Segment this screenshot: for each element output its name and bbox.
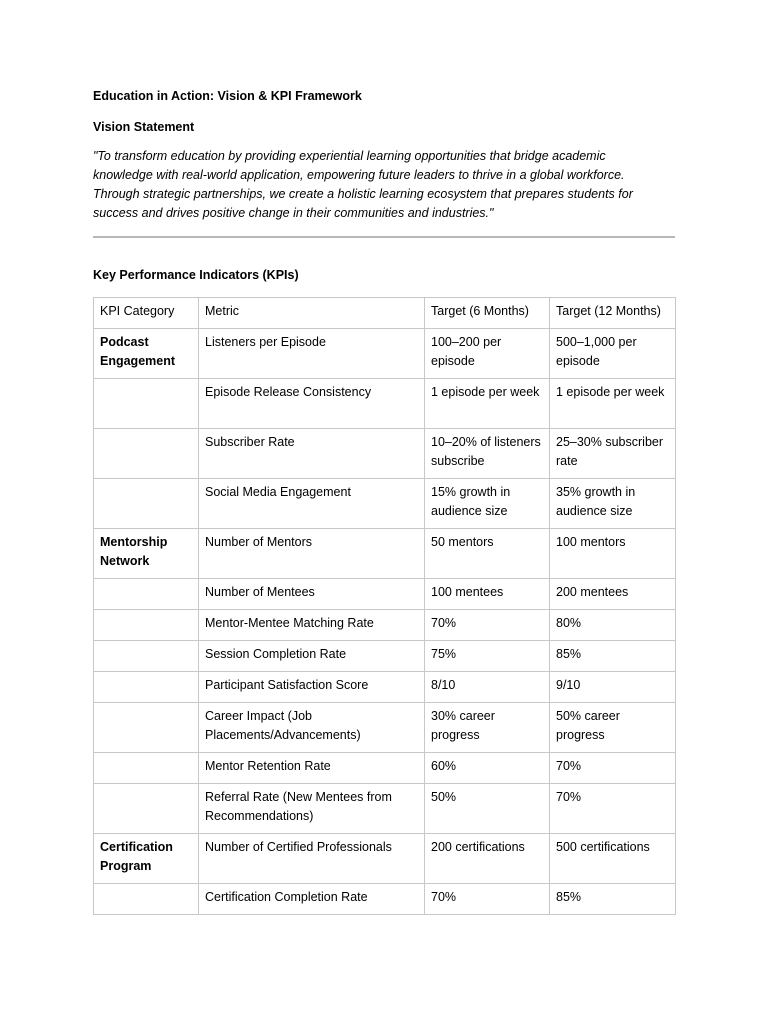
target-6-cell: 200 certifications bbox=[425, 834, 550, 884]
vision-statement bbox=[93, 147, 675, 223]
target-12-cell: 25–30% subscriber rate bbox=[550, 429, 676, 479]
metric-cell: Number of Mentees bbox=[199, 579, 425, 610]
target-12-cell: 70% bbox=[550, 784, 676, 834]
table-row bbox=[94, 529, 676, 579]
table-row bbox=[94, 834, 676, 884]
target-12-cell: 70% bbox=[550, 753, 676, 784]
document-title: Education in Action: Vision & KPI Framework bbox=[93, 89, 362, 103]
metric-cell: Participant Satisfaction Score bbox=[199, 672, 425, 703]
kpi-category-cell bbox=[94, 784, 199, 834]
target-6-cell: 60% bbox=[425, 753, 550, 784]
table-row bbox=[94, 672, 676, 703]
target-6-cell: 70% bbox=[425, 884, 550, 915]
target-12-cell: 100 mentors bbox=[550, 529, 676, 579]
target-6-cell: 70% bbox=[425, 610, 550, 641]
target-6-cell: 100–200 per episode bbox=[425, 329, 550, 379]
kpi-category-cell bbox=[94, 429, 199, 479]
metric-cell: Subscriber Rate bbox=[199, 429, 425, 479]
metric-cell: Certification Completion Rate bbox=[199, 884, 425, 915]
table-row bbox=[94, 429, 676, 479]
target-6-cell: 8/10 bbox=[425, 672, 550, 703]
vision-heading: Vision Statement bbox=[93, 120, 195, 134]
table-row bbox=[94, 329, 676, 379]
vision-line: knowledge with real-world application, empowering future leaders to thrive in a global workforce. bbox=[93, 168, 625, 182]
kpi-category-cell bbox=[94, 379, 199, 429]
metric-cell: Social Media Engagement bbox=[199, 479, 425, 529]
target-6-cell: 30% career progress bbox=[425, 703, 550, 753]
target-12-cell: 80% bbox=[550, 610, 676, 641]
table-row bbox=[94, 884, 676, 915]
table-row bbox=[94, 703, 676, 753]
kpi-category-cell bbox=[94, 610, 199, 641]
kpi-category-cell: Certification Program bbox=[94, 834, 199, 884]
metric-cell: Listeners per Episode bbox=[199, 329, 425, 379]
horizontal-divider bbox=[93, 236, 675, 238]
metric-cell: Mentor-Mentee Matching Rate bbox=[199, 610, 425, 641]
metric-cell: Career Impact (Job Placements/Advancements) bbox=[199, 703, 425, 753]
kpi-category-cell bbox=[94, 641, 199, 672]
target-12-cell: 50% career progress bbox=[550, 703, 676, 753]
vision-line: Through strategic partnerships, we create a holistic learning ecosystem that prepares students for bbox=[93, 187, 633, 201]
table-row bbox=[94, 579, 676, 610]
target-6-cell: 50 mentors bbox=[425, 529, 550, 579]
metric-cell: Number of Mentors bbox=[199, 529, 425, 579]
target-6-cell: 50% bbox=[425, 784, 550, 834]
target-12-cell: 500–1,000 per episode bbox=[550, 329, 676, 379]
target-6-cell: 10–20% of listeners subscribe bbox=[425, 429, 550, 479]
target-12-cell: 1 episode per week bbox=[550, 379, 676, 429]
target-6-cell: 15% growth in audience size bbox=[425, 479, 550, 529]
target-12-cell: 85% bbox=[550, 641, 676, 672]
kpi-category-cell: Podcast Engagement bbox=[94, 329, 199, 379]
kpi-table bbox=[93, 297, 676, 915]
target-12-cell: 85% bbox=[550, 884, 676, 915]
kpi-category-cell bbox=[94, 753, 199, 784]
vision-line: "To transform education by providing experiential learning opportunities that bridge academic bbox=[93, 149, 606, 163]
kpi-category-cell bbox=[94, 884, 199, 915]
column-header-metric: Metric bbox=[199, 298, 425, 329]
kpi-category-cell: Mentorship Network bbox=[94, 529, 199, 579]
kpi-category-cell bbox=[94, 703, 199, 753]
metric-cell: Referral Rate (New Mentees from Recommendations) bbox=[199, 784, 425, 834]
metric-cell: Mentor Retention Rate bbox=[199, 753, 425, 784]
target-12-cell: 500 certifications bbox=[550, 834, 676, 884]
target-6-cell: 100 mentees bbox=[425, 579, 550, 610]
document-page bbox=[93, 88, 675, 915]
column-header-target-6-months: Target (6 Months) bbox=[425, 298, 550, 329]
table-row bbox=[94, 784, 676, 834]
metric-cell: Episode Release Consistency bbox=[199, 379, 425, 429]
kpi-category-cell bbox=[94, 672, 199, 703]
column-header-kpi-category: KPI Category bbox=[94, 298, 199, 329]
kpi-category-cell bbox=[94, 479, 199, 529]
target-12-cell: 9/10 bbox=[550, 672, 676, 703]
table-row bbox=[94, 610, 676, 641]
vision-line: success and drives positive change in their communities and industries." bbox=[93, 206, 494, 220]
table-row bbox=[94, 479, 676, 529]
table-header-row bbox=[94, 298, 676, 329]
table-row bbox=[94, 753, 676, 784]
table-row bbox=[94, 379, 676, 429]
column-header-target-12-months: Target (12 Months) bbox=[550, 298, 676, 329]
target-12-cell: 200 mentees bbox=[550, 579, 676, 610]
metric-cell: Number of Certified Professionals bbox=[199, 834, 425, 884]
table-row bbox=[94, 641, 676, 672]
metric-cell: Session Completion Rate bbox=[199, 641, 425, 672]
target-6-cell: 75% bbox=[425, 641, 550, 672]
target-12-cell: 35% growth in audience size bbox=[550, 479, 676, 529]
kpi-heading: Key Performance Indicators (KPIs) bbox=[93, 268, 299, 282]
target-6-cell: 1 episode per week bbox=[425, 379, 550, 429]
kpi-category-cell bbox=[94, 579, 199, 610]
